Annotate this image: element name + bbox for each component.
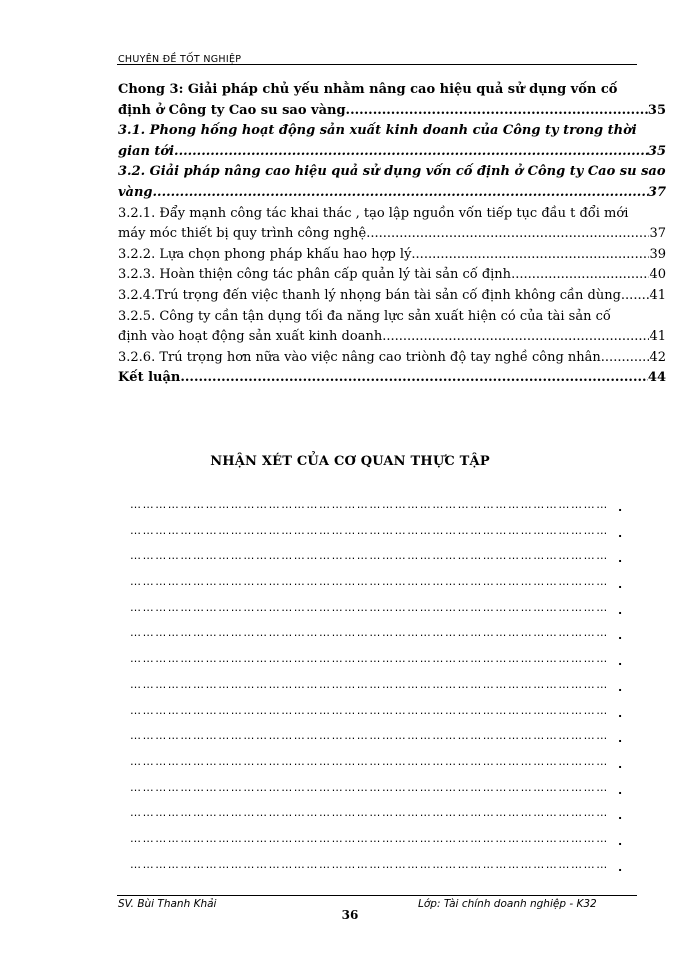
toc-entry bbox=[118, 286, 666, 307]
toc-leader bbox=[511, 265, 649, 286]
comment-line bbox=[130, 672, 630, 698]
toc-page-number: 37 bbox=[649, 226, 666, 242]
comment-line-dots bbox=[130, 549, 608, 562]
toc-entry bbox=[118, 245, 666, 266]
toc-leader bbox=[174, 142, 648, 163]
comment-line-end: . bbox=[618, 706, 623, 720]
comment-line-dots bbox=[130, 652, 608, 665]
comment-line-end: . bbox=[618, 860, 623, 874]
toc-line: 3.2.5. Công ty cần tận dụng tối đa năng lực sản xuất hiện có của tài sản cố bbox=[118, 308, 611, 324]
comment-line-end: . bbox=[618, 783, 623, 797]
toc-entry bbox=[118, 80, 666, 121]
footer-rule bbox=[117, 895, 637, 896]
comment-line-end: . bbox=[618, 526, 623, 540]
toc-leader bbox=[346, 101, 648, 122]
comment-line-end: . bbox=[618, 680, 623, 694]
comment-line-dots bbox=[130, 832, 608, 845]
toc-line: 3.2.6. Trú trọng hơn nữa vào việc nâng cao triònh độ tay nghề công nhân bbox=[118, 349, 601, 365]
toc-page-number: 39 bbox=[649, 246, 666, 262]
page-number: 36 bbox=[341, 908, 359, 922]
comment-line-end: . bbox=[618, 732, 623, 746]
comments-section-title: NHẬN XÉT CỦA CƠ QUAN THỰC TẬP bbox=[210, 454, 490, 469]
comment-line-dots bbox=[130, 858, 608, 871]
document-header: CHUYÊN ĐỀ TỐT NGHIỆP bbox=[118, 54, 242, 65]
toc-page-number: 35 bbox=[647, 102, 666, 118]
comment-line-dots bbox=[130, 498, 608, 511]
toc-line: 3.2.4.Trú trọng đến việc thanh lý nhọng bán tài sản cố định không cần dùng bbox=[118, 287, 621, 303]
comment-line bbox=[130, 723, 630, 749]
toc-page-number: 40 bbox=[649, 267, 666, 283]
toc-page-number: 37 bbox=[647, 184, 666, 200]
toc-entry bbox=[118, 368, 666, 389]
toc-line: Kết luận bbox=[118, 370, 181, 386]
comment-line bbox=[130, 543, 630, 569]
footer-class-name: Lớp: Tài chính doanh nghiệp - K32 bbox=[418, 898, 597, 910]
comment-line-end: . bbox=[618, 552, 623, 566]
toc-line: 3.2. Giải pháp nâng cao hiệu quả sử dụng vốn cố định ở Công ty Cao su sao bbox=[118, 164, 666, 180]
comment-line bbox=[130, 852, 630, 878]
toc-entry bbox=[118, 307, 666, 348]
toc-leader bbox=[621, 286, 650, 307]
comment-line-end: . bbox=[618, 578, 623, 592]
toc-entry bbox=[118, 121, 666, 162]
toc-entry bbox=[118, 265, 666, 286]
toc-leader bbox=[382, 327, 649, 348]
toc-line: Chong 3: Giải pháp chủ yếu nhằm nâng cao hiệu quả sử dụng vốn cố bbox=[118, 82, 618, 97]
comment-line bbox=[130, 826, 630, 852]
comment-line-dots bbox=[130, 781, 608, 794]
toc-page-number: 42 bbox=[649, 349, 666, 365]
toc-page-number: 41 bbox=[649, 287, 666, 303]
comment-line-dots bbox=[130, 601, 608, 614]
toc-line: máy móc thiết bị quy trình công nghệ bbox=[118, 226, 367, 242]
comment-line-end: . bbox=[618, 603, 623, 617]
footer-student-name: SV. Bùi Thanh Khải bbox=[118, 898, 217, 910]
comment-line bbox=[130, 698, 630, 724]
toc-leader bbox=[366, 224, 649, 245]
toc-line: 3.2.2. Lựa chọn phong pháp khấu hao hợp lý bbox=[118, 246, 412, 262]
toc-entry bbox=[118, 162, 666, 203]
comment-line-dots bbox=[130, 806, 608, 819]
comment-line-end: . bbox=[618, 834, 623, 848]
comment-line-dots bbox=[130, 729, 608, 742]
comment-line-dots bbox=[130, 524, 608, 537]
toc-leader bbox=[153, 183, 648, 204]
comment-line-dots bbox=[130, 678, 608, 691]
toc-line: vàng bbox=[118, 184, 153, 200]
comment-line bbox=[130, 492, 630, 518]
header-rule bbox=[117, 64, 637, 65]
comment-line bbox=[130, 518, 630, 544]
toc-page-number: 35 bbox=[647, 143, 666, 159]
toc-line: định vào hoạt động sản xuất kinh doanh bbox=[118, 329, 383, 345]
toc-line: định ở Công ty Cao su sao vàng bbox=[118, 102, 346, 118]
table-of-contents bbox=[118, 80, 666, 389]
comment-line bbox=[130, 800, 630, 826]
toc-line: gian tới bbox=[118, 143, 175, 159]
comment-line-dots bbox=[130, 704, 608, 717]
toc-entry bbox=[118, 204, 666, 245]
comment-line-end: . bbox=[618, 757, 623, 771]
comment-line-dots bbox=[130, 626, 608, 639]
toc-line: 3.1. Phong hống hoạt động sản xuất kinh doanh của Công ty trong thời bbox=[118, 123, 637, 139]
comment-line bbox=[130, 775, 630, 801]
comment-line bbox=[130, 749, 630, 775]
comment-line-dots bbox=[130, 755, 608, 768]
comment-line bbox=[130, 595, 630, 621]
toc-entry bbox=[118, 348, 666, 369]
toc-leader bbox=[411, 245, 649, 266]
toc-line: 3.2.1. Đẩy mạnh công tác khai thác , tạo lập nguồn vốn tiếp tục đầu t đổi mới bbox=[118, 205, 629, 221]
toc-page-number: 41 bbox=[649, 329, 666, 345]
comment-line-end: . bbox=[618, 501, 623, 514]
comment-line-dots bbox=[130, 575, 608, 588]
toc-line: 3.2.3. Hoàn thiện công tác phân cấp quản lý tài sản cố định bbox=[118, 267, 512, 283]
toc-page-number: 44 bbox=[647, 370, 666, 386]
toc-leader bbox=[180, 368, 648, 389]
comment-line bbox=[130, 646, 630, 672]
comment-line-end: . bbox=[618, 809, 623, 823]
comment-line bbox=[130, 620, 630, 646]
comment-line-end: . bbox=[618, 655, 623, 669]
comment-line bbox=[130, 569, 630, 595]
toc-leader bbox=[601, 348, 650, 369]
comment-lines bbox=[130, 492, 630, 877]
comment-line-end: . bbox=[618, 629, 623, 643]
